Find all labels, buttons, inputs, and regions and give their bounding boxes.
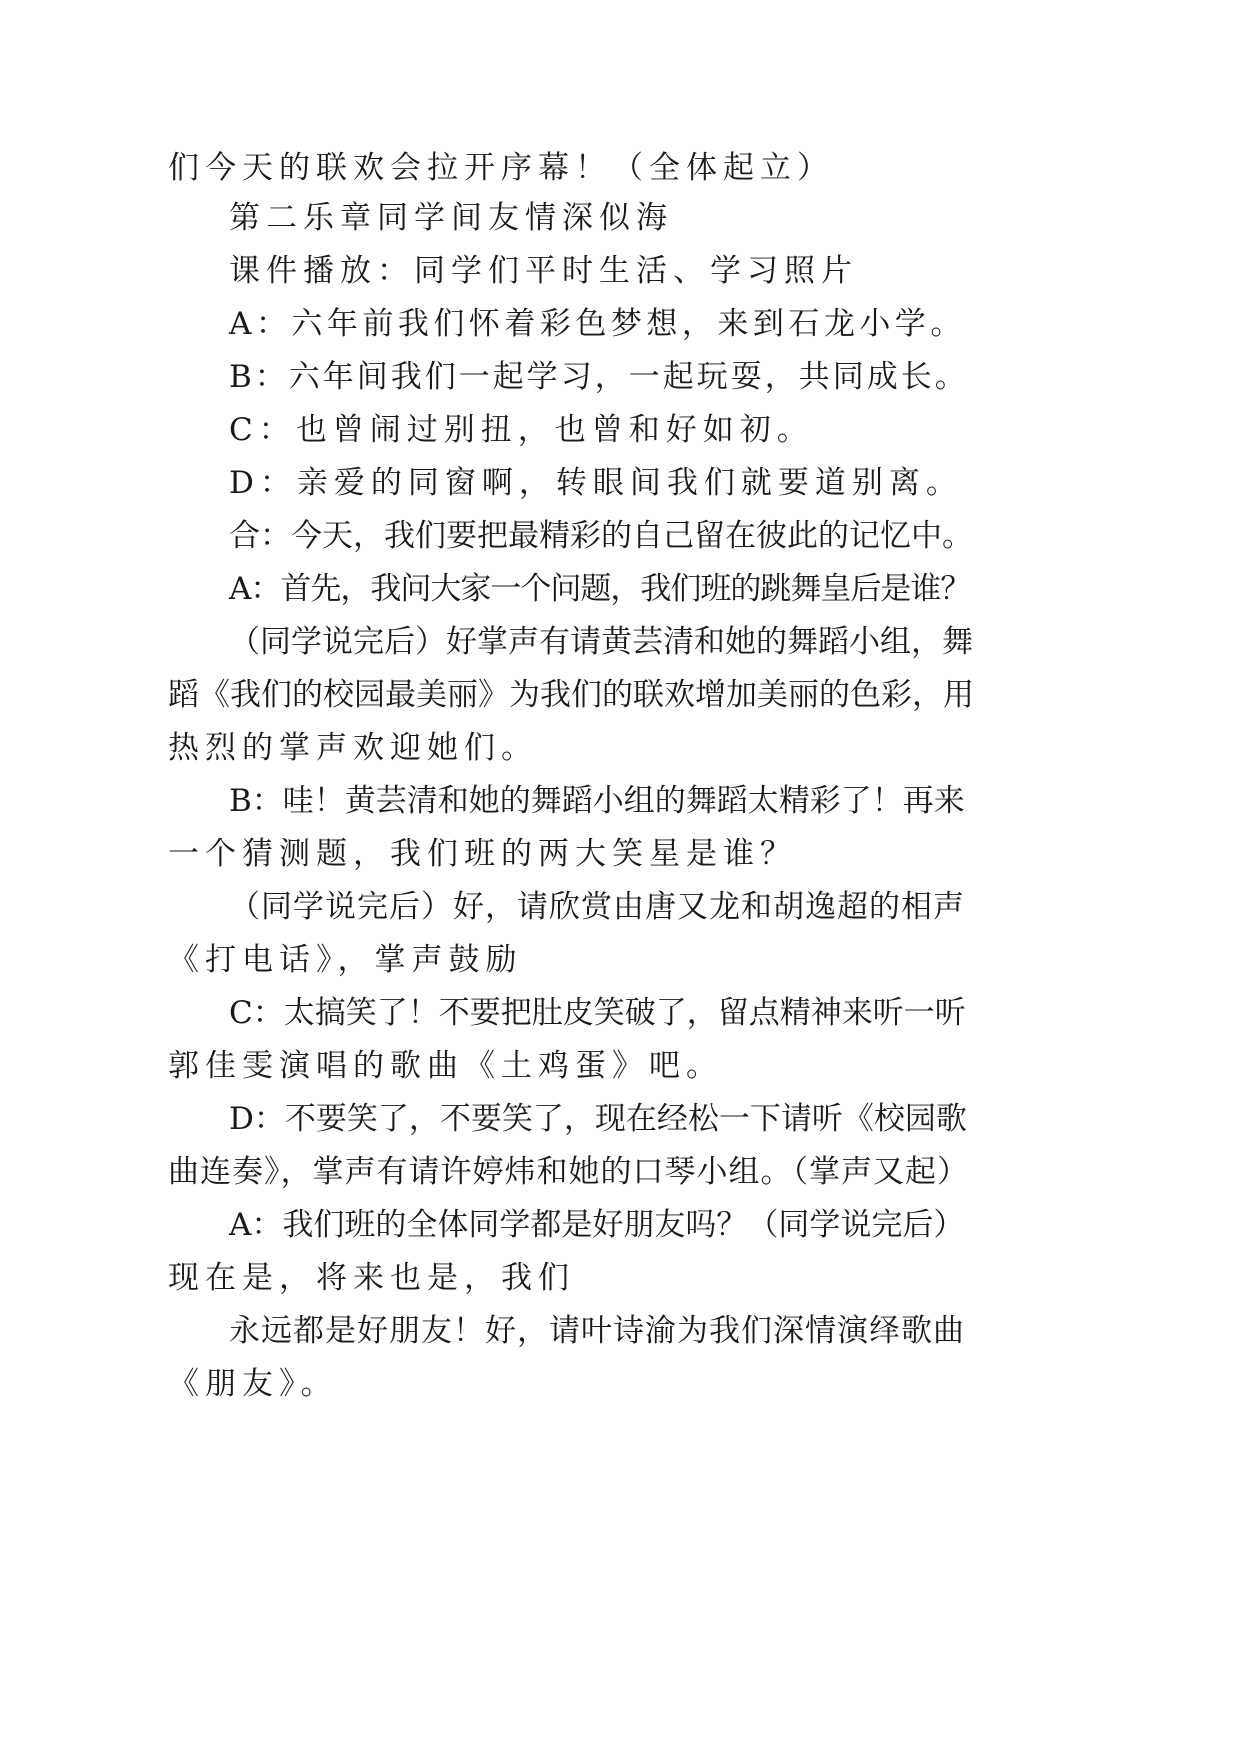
text-line: 曲连奏》，掌声有请许婷炜和她的口琴小组。（掌声又起） <box>168 1154 969 1190</box>
text-line: A：六年前我们怀着彩色梦想，来到石龙小学。 <box>229 306 966 342</box>
text-line: B：六年间我们一起学习，一起玩耍，共同成长。 <box>229 359 969 395</box>
text-line: 永远都是好朋友！好，请叶诗渝为我们深情演绎歌曲 <box>229 1313 965 1349</box>
text-line: C：也曾闹过别扭，也曾和好如初。 <box>229 412 814 448</box>
text-line: A：首先，我问大家一个问题，我们班的跳舞皇后是谁？ <box>229 571 971 607</box>
text-line: D：不要笑了，不要笑了，现在经松一下请听《校园歌 <box>229 1101 967 1137</box>
text-line: （同学说完后）好掌声有请黄芸清和她的舞蹈小组，舞 <box>229 624 973 660</box>
section-heading: 第二乐章同学间友情深似海 <box>229 200 673 236</box>
text-line: 《朋友》。 <box>168 1366 338 1402</box>
text-line: B：哇！黄芸清和她的舞蹈小组的舞蹈太精彩了！再来 <box>229 783 965 819</box>
text-line: C：太搞笑了！不要把肚皮笑破了，留点精神来听一听 <box>229 995 966 1031</box>
text-line: 课件播放：同学们平时生活、学习照片 <box>229 253 858 289</box>
text-line: 们今天的联欢会拉开序幕！（全体起立） <box>168 150 834 186</box>
text-line: 《打电话》，掌声鼓励 <box>168 942 523 978</box>
text-line: 郭佳雯演唱的歌曲《土鸡蛋》吧。 <box>168 1048 723 1084</box>
text-line: （同学说完后）好，请欣赏由唐又龙和胡逸超的相声 <box>229 889 965 925</box>
text-line: 一个猜测题，我们班的两大笑星是谁？ <box>168 836 797 872</box>
text-line: D：亲爱的同窗啊，转眼间我们就要道别离。 <box>229 465 963 501</box>
text-line: A：我们班的全体同学都是好朋友吗？（同学说完后） <box>229 1207 965 1243</box>
text-line: 合：今天，我们要把最精彩的自己留在彼此的记忆中。 <box>229 518 973 554</box>
text-line: 蹈《我们的校园最美丽》为我们的联欢增加美丽的色彩，用 <box>168 677 974 713</box>
text-line: 热烈的掌声欢迎她们。 <box>168 730 538 766</box>
text-line: 现在是，将来也是，我们 <box>168 1260 575 1296</box>
